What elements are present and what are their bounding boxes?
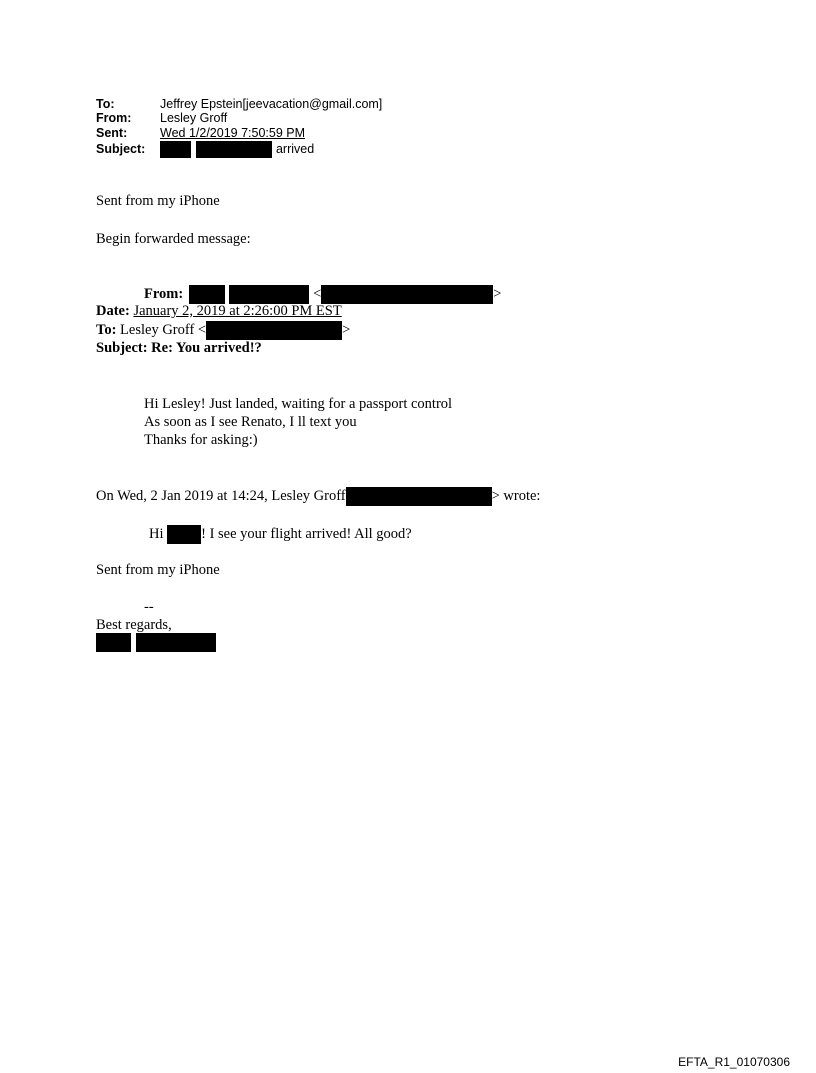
redaction-block [196, 141, 272, 158]
quote-intro-line [96, 487, 540, 506]
signature-dash: -- [144, 599, 154, 615]
quote-rest: ! I see your flight arrived! All good? [201, 525, 412, 542]
redaction-block [206, 321, 342, 340]
redaction-block [321, 285, 493, 304]
message-line-2: As soon as I see Renato, I ll text you [144, 414, 357, 430]
subject-label: Subject: [96, 142, 146, 156]
sent-label: Sent: [96, 126, 128, 140]
quote-intro: On Wed, 2 Jan 2019 at 14:24, Lesley Groff [96, 487, 346, 504]
fwd-to-value: Lesley Groff < [120, 321, 207, 338]
redaction-block [136, 633, 216, 652]
fwd-from-label: From: [144, 285, 184, 302]
subject-tail: arrived [275, 141, 315, 156]
begin-forwarded-label: Begin forwarded message: [96, 231, 251, 247]
redaction-block [229, 285, 309, 304]
redaction-block [160, 141, 191, 158]
redaction-block [96, 633, 131, 652]
quote-intro-tail: > wrote: [491, 487, 541, 504]
from-value: Lesley Groff [160, 111, 228, 125]
signature-name [96, 633, 216, 652]
to-label: To: [96, 97, 115, 111]
redaction-block [189, 285, 225, 304]
to-value: Jeffrey Epstein[jeevacation@gmail.com] [160, 97, 383, 111]
signature-regards: Best regards, [96, 617, 172, 633]
redaction-block [167, 525, 201, 544]
fwd-to-gt: > [342, 321, 351, 338]
fwd-date-line [96, 303, 342, 320]
sent-from-iphone: Sent from my iPhone [96, 193, 220, 209]
sent-value: Wed 1/2/2019 7:50:59 PM [160, 126, 306, 140]
fwd-date-value: January 2, 2019 at 2:26:00 PM EST [133, 303, 342, 319]
redaction-block [346, 487, 492, 506]
fwd-from-gt: > [493, 285, 502, 302]
fwd-subject: Subject: Re: You arrived!? [96, 340, 262, 356]
quote-hi: Hi [149, 525, 164, 542]
message-line-1: Hi Lesley! Just landed, waiting for a passport control [144, 396, 453, 412]
subject-line [160, 141, 314, 158]
fwd-from-line [144, 285, 501, 304]
fwd-to-line [96, 321, 350, 340]
document-id: EFTA_R1_01070306 [678, 1055, 790, 1069]
sent-from-iphone-2: Sent from my iPhone [96, 562, 220, 578]
message-line-3: Thanks for asking:) [144, 432, 258, 448]
from-label: From: [96, 111, 132, 125]
fwd-to-label: To: [96, 321, 117, 338]
fwd-date-label: Date: [96, 303, 130, 319]
quote-message-line [149, 525, 412, 544]
fwd-from-lt: < [313, 285, 322, 302]
